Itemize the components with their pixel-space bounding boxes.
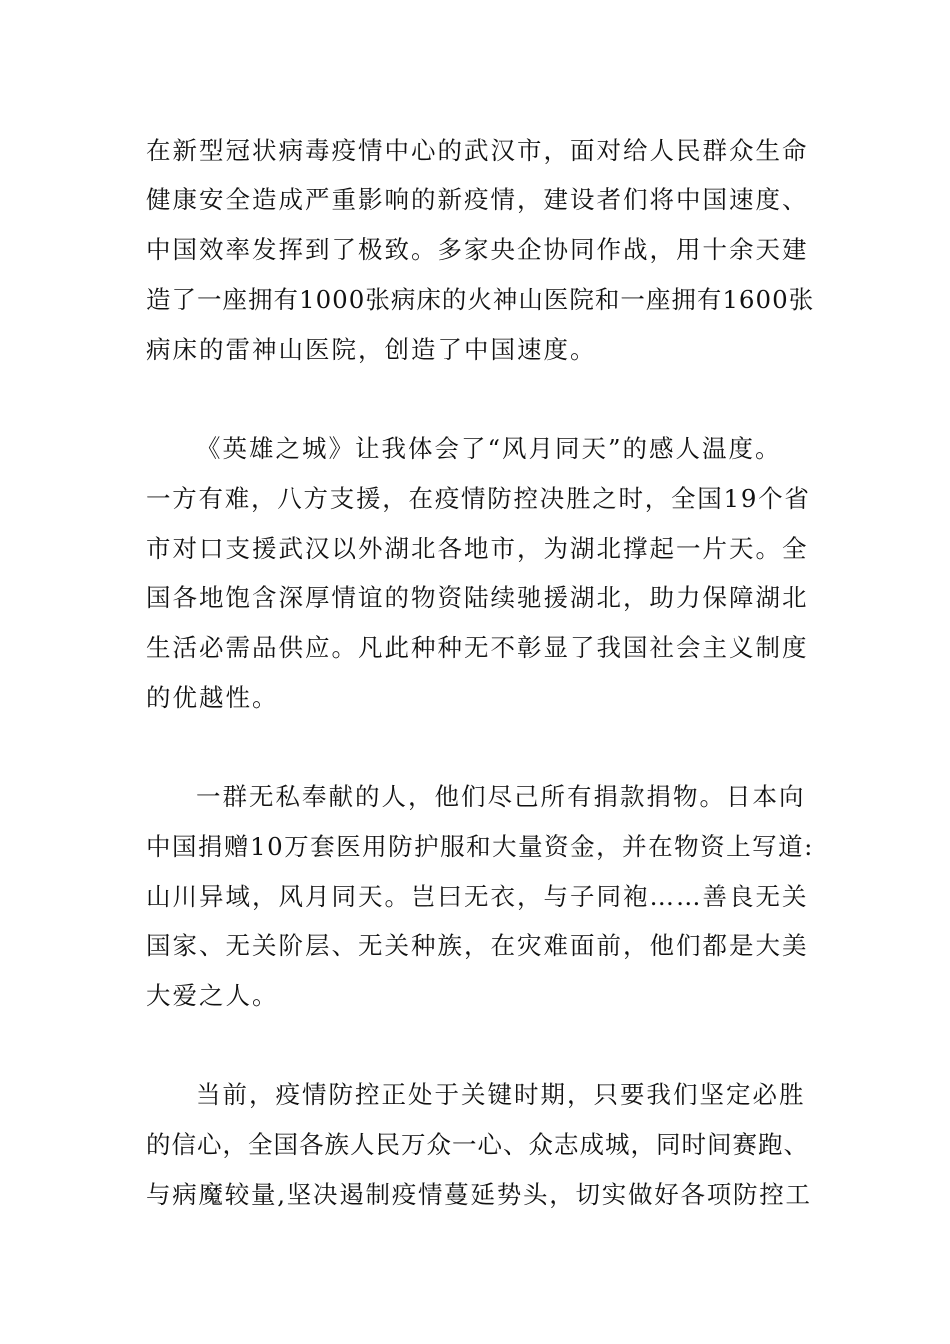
text-line: 与病魔较量,坚决遏制疫情蔓延势头，切实做好各项防控工 [146,1180,812,1209]
text-line: 市对口支援武汉以外湖北各地市，为湖北撑起一片天。全 [146,534,809,563]
text-line: 一方有难，八方支援，在疫情防控决胜之时，全国19个省 [146,484,811,513]
text-line: 健康安全造成严重影响的新疫情，建设者们将中国速度、 [146,185,809,214]
text-line: 病床的雷神山医院，创造了中国速度。 [146,335,597,364]
text-line: 一群无私奉献的人，他们尽己所有捐款捐物。日本向 [196,782,806,811]
text-line: 《英雄之城》让我体会了“风月同天”的感人温度。 [196,434,782,463]
text-line: 山川异域，风月同天。岂曰无衣，与子同袍……善良无关 [146,882,809,911]
text-line: 国家、无关阶层、无关种族，在灾难面前，他们都是大美 [146,931,809,960]
text-line: 造了一座拥有1000张病床的火神山医院和一座拥有1600张 [146,285,815,314]
text-line: 中国效率发挥到了极致。多家央企协同作战，用十余天建 [146,235,809,264]
text-line: 大爱之人。 [146,981,279,1010]
text-line: 国各地饱含深厚情谊的物资陆续驰援湖北，助力保障湖北 [146,583,809,612]
text-line: 当前，疫情防控正处于关键时期，只要我们坚定必胜 [196,1080,806,1109]
text-line: 的优越性。 [146,683,279,712]
text-line: 的信心，全国各族人民万众一心、众志成城，同时间赛跑、 [146,1130,809,1159]
text-line: 在新型冠状病毒疫情中心的武汉市，面对给人民群众生命 [146,136,809,165]
text-line: 生活必需品供应。凡此种种无不彰显了我国社会主义制度 [146,633,809,662]
text-line: 中国捐赠10万套医用防护服和大量资金，并在物资上写道: [146,832,814,861]
